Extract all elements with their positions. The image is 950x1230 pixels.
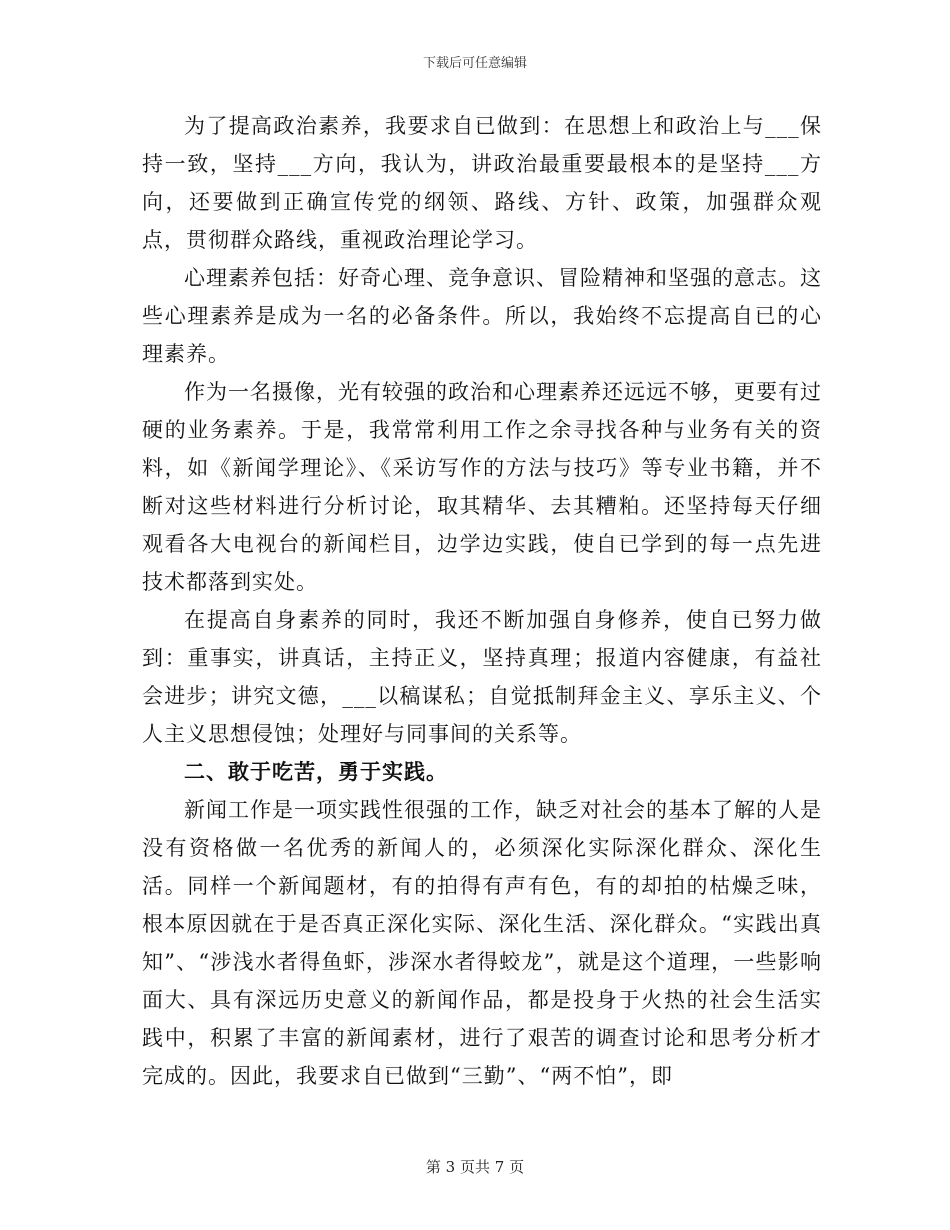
page-header: 下载后可任意编辑	[422, 56, 527, 71]
paragraph-psychological-quality: 心理素养包括：好奇心理、竞争意识、冒险精神和坚强的意志。这些心理素养是成为一名的必备条件。所以，我始终不忘提高自已的心理素养。	[142, 266, 822, 366]
page-footer: 第 3 页共 7 页	[425, 1158, 525, 1176]
paragraph-professional-quality: 作为一名摄像，光有较强的政治和心理素养还远远不够，更要有过硬的业务素养。于是，我常常利用工作之余寻找各种与业务有关的资料，如《新闻学理论》、《采访写作的方法与技巧》等专业书籍，并不断对这些材料进行分析讨论，取其精华、去其糟粕。还坚持每天仔细观看各大电视台的新闻栏目，边学边实践，使自已学到的每一点先进技术都落到实处。	[142, 380, 822, 594]
document-body	[142, 107, 822, 1095]
paragraph-self-cultivation: 在提高自身素养的同时，我还不断加强自身修养，使自已努力做到：重事实，讲真话，主持正义，坚持真理；报道内容健康，有益社会进步；讲究文德，___以稿谋私；自觉抵制拜金主义、享乐主义、个人主义思想侵蚀；处理好与同事间的关系等。	[142, 608, 822, 746]
section-heading-hardship-practice: 二、敢于吃苦，勇于实践。	[184, 759, 448, 784]
paragraph-news-practice: 新闻工作是一项实践性很强的工作，缺乏对社会的基本了解的人是没有资格做一名优秀的新闻人的，必须深化实际深化群众、深化生活。同样一个新闻题材，有的拍得有声有色，有的却拍的枯燥乏味，根本原因就在于是否真正深化实际、深化生活、深化群众。“实践出真知”、“涉浅水者得鱼虾，涉深水者得蛟龙”，就是这个道理，一些影响面大、具有深远历史意义的新闻作品，都是投身于火热的社会生活实践中，积累了丰富的新闻素材，进行了艰苦的调查讨论和思考分析才完成的。因此，我要求自已做到“三勤”、“两不怕”，即	[142, 798, 822, 1088]
paragraph-political-quality: 为了提高政治素养，我要求自已做到：在思想上和政治上与___保持一致，坚持___方向，我认为，讲政治最重要最根本的是坚持___方向，还要做到正确宣传党的纲领、路线、方针、政策，加强群众观点，贯彻群众路线，重视政治理论学习。	[142, 114, 822, 252]
